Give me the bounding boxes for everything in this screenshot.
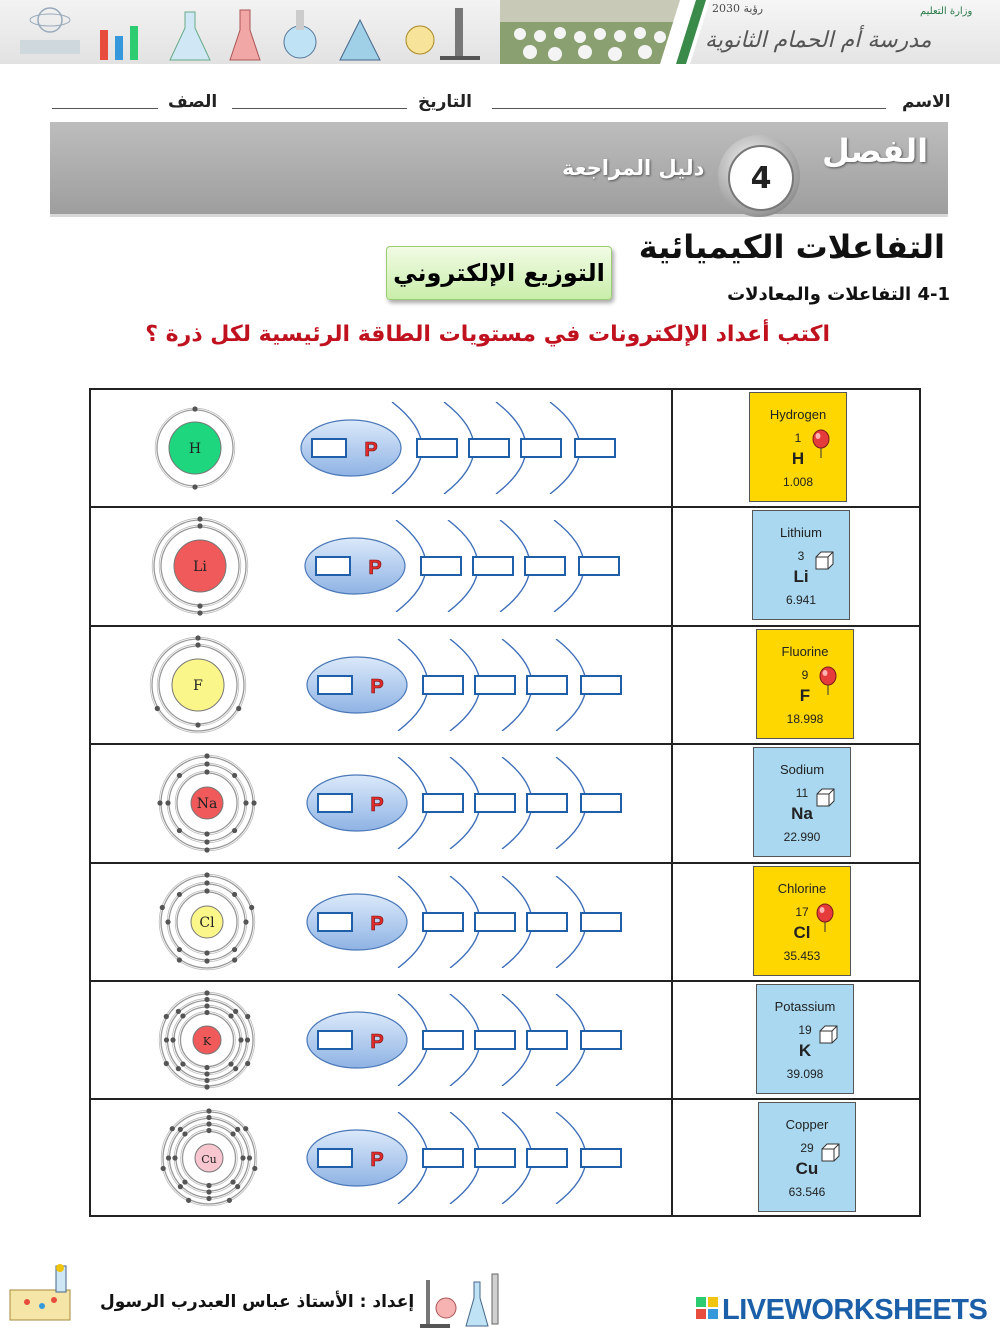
solid-cube-icon — [813, 547, 835, 577]
bohr-symbol: H — [188, 441, 202, 457]
electron-dot — [155, 706, 160, 711]
shell-3-electron-input[interactable] — [526, 675, 568, 695]
class-label: الصف — [168, 92, 218, 112]
electron-dot — [178, 1184, 183, 1189]
element-card-lithium — [752, 510, 850, 620]
electron-dot — [249, 904, 254, 909]
lab-banner-image — [0, 0, 500, 64]
electron-dot — [232, 957, 237, 962]
element-name: Lithium — [780, 525, 822, 541]
gas-balloon-icon — [810, 429, 832, 459]
lab-equipment-icon — [416, 1268, 508, 1330]
gas-balloon-icon — [814, 903, 836, 933]
liveworksheets-logo-icon — [696, 1297, 720, 1327]
element-card-hydrogen — [749, 392, 847, 502]
electron-dot — [197, 524, 202, 529]
shell-3-electron-input[interactable] — [520, 438, 562, 458]
vision-logo: رؤية 2030 — [712, 2, 764, 15]
electron-dot — [204, 958, 209, 963]
column-divider — [671, 388, 673, 1217]
element-card-fluorine — [756, 629, 854, 739]
electron-dot — [177, 828, 182, 833]
electron-dot — [204, 950, 209, 955]
bohr-model-cl — [147, 862, 267, 982]
electron-dot — [236, 706, 241, 711]
proton-label: P — [370, 675, 384, 698]
electron-dot — [172, 1156, 177, 1161]
proton-count-input[interactable] — [317, 912, 353, 932]
name-label: الاسم — [902, 92, 951, 112]
electron-dot — [230, 1132, 235, 1137]
chemistry-clipart-icon — [2, 1262, 82, 1324]
electron-dot — [180, 1013, 185, 1018]
solid-cube-icon — [814, 784, 836, 814]
shell-2-electron-input[interactable] — [474, 912, 516, 932]
electron-dot — [204, 848, 209, 853]
class-line[interactable] — [52, 108, 158, 109]
school-name: مدرسة أم الحمام الثانوية — [705, 28, 932, 53]
proton-label: P — [370, 912, 384, 935]
electron-dot — [204, 1084, 209, 1089]
shell-4-electron-input[interactable] — [580, 675, 622, 695]
electron-dot — [204, 1078, 209, 1083]
electron-dot — [243, 1126, 248, 1131]
electron-dot — [204, 832, 209, 837]
electron-dot — [232, 773, 237, 778]
element-number: 3 — [797, 549, 805, 564]
element-symbol: Cl — [793, 922, 811, 942]
proton-count-input[interactable] — [315, 556, 351, 576]
electron-dot — [178, 1127, 183, 1132]
element-name: Potassium — [774, 999, 836, 1014]
shell-1-electron-input[interactable] — [422, 793, 464, 813]
electron-dot — [177, 947, 182, 952]
element-mass: 6.941 — [785, 593, 817, 608]
electron-dot — [230, 1180, 235, 1185]
chapter-bar — [50, 122, 948, 217]
electron-dot — [252, 1166, 257, 1171]
bohr-symbol: K — [202, 1035, 212, 1048]
electron-dot — [238, 1037, 243, 1042]
electron-dot — [232, 947, 237, 952]
bohr-symbol: Na — [196, 796, 218, 813]
element-name: Chlorine — [777, 880, 827, 896]
electron-dot — [206, 1196, 211, 1201]
electron-dot — [204, 872, 209, 877]
chapter-number: 4 — [728, 145, 794, 211]
electron-dot — [161, 1166, 166, 1171]
solid-cube-icon — [819, 1139, 841, 1169]
shell-4-electron-input[interactable] — [580, 1030, 622, 1050]
electron-dot — [228, 1061, 233, 1066]
electron-dot — [157, 801, 162, 806]
electron-dot — [204, 1010, 209, 1015]
electron-dot — [206, 1115, 211, 1120]
electron-dot — [197, 517, 202, 522]
electron-dot — [195, 642, 200, 647]
element-number: 17 — [795, 904, 809, 919]
element-card-chlorine — [753, 866, 851, 976]
electron-dot — [170, 1037, 175, 1042]
element-name: Copper — [785, 1117, 829, 1133]
review-guide-label: دليل المراجعة — [562, 156, 705, 180]
electron-dot — [251, 801, 256, 806]
shell-1-electron-input[interactable] — [422, 1148, 464, 1168]
electron-dot — [233, 1009, 238, 1014]
shell-2-electron-input[interactable] — [474, 1148, 516, 1168]
electron-dot — [206, 1190, 211, 1195]
date-label: التاريخ — [418, 92, 472, 112]
shell-1-electron-input[interactable] — [422, 912, 464, 932]
element-symbol: Cu — [795, 1159, 819, 1179]
electron-dot — [204, 754, 209, 759]
element-mass: 1.008 — [782, 475, 814, 489]
electron-dot — [232, 828, 237, 833]
electron-dot — [243, 801, 248, 806]
shell-3-electron-input[interactable] — [524, 556, 566, 576]
electron-dot — [206, 1128, 211, 1133]
electron-dot — [235, 1184, 240, 1189]
topic-label: التوزيع الإلكتروني — [386, 246, 612, 300]
shell-4-electron-input[interactable] — [580, 793, 622, 813]
element-number: 9 — [801, 667, 809, 682]
electron-dot — [204, 762, 209, 767]
electron-dot — [177, 773, 182, 778]
element-name: Sodium — [779, 762, 825, 778]
proton-label: P — [370, 1031, 384, 1053]
element-card-sodium — [753, 747, 851, 857]
electron-dot — [240, 1156, 245, 1161]
electron-dot — [245, 1014, 250, 1019]
date-line[interactable] — [232, 108, 407, 109]
bohr-model-h — [135, 388, 255, 508]
electron-dot — [182, 1132, 187, 1137]
name-line[interactable] — [492, 108, 886, 109]
electron-dot — [228, 1013, 233, 1018]
electron-dot — [197, 604, 202, 609]
shell-2-electron-input[interactable] — [472, 556, 514, 576]
element-symbol: F — [799, 685, 811, 705]
element-symbol: Na — [791, 804, 813, 824]
element-card-copper — [758, 1102, 856, 1212]
electron-dot — [245, 1061, 250, 1066]
bohr-symbol: F — [193, 677, 203, 694]
electron-dot — [204, 880, 209, 885]
bohr-model-li — [140, 506, 260, 626]
electron-dot — [206, 1183, 211, 1188]
shell-1-electron-input[interactable] — [416, 438, 458, 458]
solid-cube-icon — [817, 1021, 839, 1051]
element-number: 1 — [794, 431, 802, 445]
electron-dot — [204, 770, 209, 775]
shell-3-electron-input[interactable] — [526, 1030, 568, 1050]
proton-count-input[interactable] — [317, 1148, 353, 1168]
electron-dot — [186, 1198, 191, 1203]
element-number: 19 — [798, 1023, 812, 1037]
element-number: 11 — [795, 786, 809, 801]
electron-dot — [204, 990, 209, 995]
electron-dot — [204, 1065, 209, 1070]
electron-dot — [204, 888, 209, 893]
bohr-symbol: Cu — [201, 1153, 217, 1167]
proton-label: P — [370, 1149, 384, 1172]
liveworksheets-brand: LIVEWORKSHEETS — [722, 1294, 988, 1326]
proton-label: P — [364, 439, 378, 461]
element-symbol: Li — [793, 567, 809, 587]
electron-dot — [204, 840, 209, 845]
gas-balloon-icon — [817, 666, 839, 696]
element-name: Fluorine — [781, 643, 829, 659]
electron-dot — [235, 1127, 240, 1132]
electron-dot — [165, 919, 170, 924]
bohr-symbol: Li — [193, 559, 207, 576]
shell-2-electron-input[interactable] — [474, 1030, 516, 1050]
element-card-potassium — [756, 984, 854, 1094]
electron-dot — [176, 1009, 181, 1014]
electron-dot — [247, 1156, 252, 1161]
electron-dot — [170, 1126, 175, 1131]
proton-label: P — [370, 794, 384, 817]
electron-dot — [206, 1109, 211, 1114]
shell-4-electron-input[interactable] — [580, 912, 622, 932]
electron-dot — [192, 484, 197, 489]
shell-3-electron-input[interactable] — [526, 912, 568, 932]
bohr-model-na — [147, 743, 267, 863]
shell-3-electron-input[interactable] — [526, 1148, 568, 1168]
section-subtitle: 4-1 التفاعلات والمعادلات — [727, 284, 950, 305]
electron-dot — [177, 957, 182, 962]
electron-dot — [165, 801, 170, 806]
electron-dot — [227, 1198, 232, 1203]
shell-3-electron-input[interactable] — [526, 793, 568, 813]
element-mass: 22.990 — [783, 830, 821, 845]
electron-dot — [160, 904, 165, 909]
electron-dot — [192, 406, 197, 411]
bohr-symbol: Cl — [199, 914, 215, 931]
element-name: Hydrogen — [769, 407, 827, 422]
electron-dot — [164, 1061, 169, 1066]
shell-4-electron-input[interactable] — [574, 438, 616, 458]
proton-count-input[interactable] — [317, 1030, 353, 1050]
shell-1-electron-input[interactable] — [420, 556, 462, 576]
school-banner — [500, 0, 1000, 64]
shell-2-electron-input[interactable] — [468, 438, 510, 458]
electron-dot — [197, 611, 202, 616]
author-credit: إعداد : الأستاذ عباس العبدرب الرسول — [100, 1292, 415, 1312]
shell-4-electron-input[interactable] — [580, 1148, 622, 1168]
electron-dot — [243, 919, 248, 924]
electron-dot — [195, 722, 200, 727]
lab-glassware-icon — [0, 0, 500, 64]
electron-dot — [164, 1014, 169, 1019]
electron-dot — [195, 635, 200, 640]
proton-count-input[interactable] — [317, 675, 353, 695]
shell-1-electron-input[interactable] — [422, 1030, 464, 1050]
shell-4-electron-input[interactable] — [578, 556, 620, 576]
shell-2-electron-input[interactable] — [474, 675, 516, 695]
instruction-text: اكتب أعداد الإلكترونات في مستويات الطاقة الرئيسية لكل ذرة ؟ — [145, 322, 830, 347]
proton-count-input[interactable] — [317, 793, 353, 813]
electron-dot — [180, 1061, 185, 1066]
proton-count-input[interactable] — [311, 438, 347, 458]
bohr-model-f — [138, 625, 258, 745]
electron-dot — [166, 1156, 171, 1161]
electron-dot — [176, 1066, 181, 1071]
electron-dot — [245, 1037, 250, 1042]
electron-dot — [182, 1180, 187, 1185]
element-number: 29 — [800, 1141, 814, 1156]
element-mass: 39.098 — [786, 1067, 824, 1081]
element-mass: 18.998 — [786, 711, 824, 726]
electron-dot — [204, 1003, 209, 1008]
electron-dot — [177, 891, 182, 896]
element-mass: 35.453 — [783, 948, 821, 963]
shell-2-electron-input[interactable] — [474, 793, 516, 813]
element-symbol: H — [791, 449, 805, 468]
electron-dot — [206, 1122, 211, 1127]
electron-dot — [233, 1066, 238, 1071]
bohr-model-k — [147, 980, 267, 1100]
proton-label: P — [368, 557, 382, 580]
ministry-logo: وزارة التعليم — [920, 6, 973, 17]
element-mass: 63.546 — [788, 1185, 826, 1200]
shell-1-electron-input[interactable] — [422, 675, 464, 695]
chapter-label: الفصل — [822, 132, 929, 170]
page-title: التفاعلات الكيميائية — [638, 228, 945, 266]
bohr-model-cu — [149, 1098, 269, 1218]
electron-dot — [164, 1037, 169, 1042]
electron-dot — [232, 891, 237, 896]
electron-dot — [204, 1071, 209, 1076]
element-symbol: K — [798, 1041, 812, 1060]
electron-dot — [204, 997, 209, 1002]
